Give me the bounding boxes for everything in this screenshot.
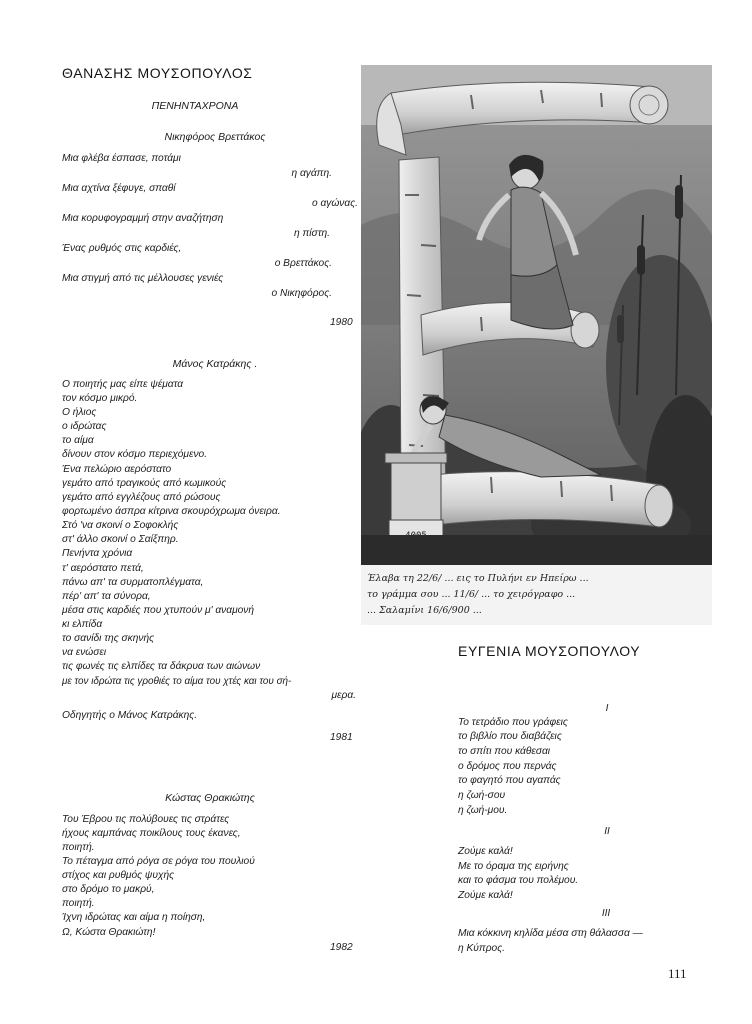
handwriting-line: το γράμμα σου ... 11/6/ ... το χειρόγραφο ... — [367, 589, 576, 600]
section-numeral: III — [601, 908, 611, 919]
poem-line: μερα. — [331, 690, 356, 701]
poem-line: πέρ' απ' τα σύνορα, — [62, 591, 151, 602]
section-numeral: I — [605, 703, 609, 714]
poem-line: Μια κορυφογραμμή στην αναζήτηση — [62, 213, 224, 224]
poem-line: το αίμα — [62, 435, 94, 446]
poem-line: Ω, Κώστα Θρακιώτη! — [62, 927, 156, 938]
poem-line: το φαγητό που αγαπάς — [458, 775, 561, 786]
poem-line: Του Έβρου τις πολύβουες τις στράτες — [62, 814, 230, 825]
author-heading-left: ΘΑΝΑΣΗΣ ΜΟΥΣΟΠΟΥΛΟΣ — [62, 65, 253, 81]
poem-line: τον κόσμο μικρό. — [62, 393, 138, 404]
poem-title: ΠΕΝΗΝΤΑΧΡΟΝΑ — [151, 100, 239, 112]
poem-line: πάνω απ' τα συρματοπλέγματα, — [62, 577, 204, 588]
poem-line: Ο ποιητής μας είπε ψέματα — [62, 379, 184, 390]
poem-line: τις φωνές τις ελπίδες τα δάκρυα των αιώνων — [62, 661, 261, 672]
poem-line: Στό 'να σκοινί ο Σοφοκλής — [62, 520, 179, 531]
poem-line: Μια κόκκινη κηλίδα μέσα στη θάλασσα — — [458, 928, 643, 939]
poem-line: Μια στιγμή από τις μέλλουσες γενιές — [62, 273, 224, 284]
poem-line: η αγάπη. — [291, 168, 332, 179]
poem-line: Ζούμε καλά! — [458, 890, 513, 901]
poem-line: ο ιδρώτας — [62, 421, 107, 432]
poem-line: Ζούμε καλά! — [458, 846, 513, 857]
poem-line: Το τετράδιο που γράφεις — [458, 717, 568, 728]
poem-line: η ζωή-μου. — [458, 805, 508, 816]
poem-line: κι ελπίδα — [62, 619, 103, 630]
poem-line: ο αγώνας. — [311, 198, 358, 209]
poem-line: γεμάτο από εγγλέζους από ρώσους — [62, 492, 221, 503]
poem-line: Ένα πελώριο αερόστατο — [62, 464, 172, 475]
poem-line: ποιητή. — [62, 842, 95, 853]
poem-line: το βιβλίο που διαβάζεις — [458, 731, 562, 742]
poem-line: τ' αερόστατο πετά, — [62, 563, 144, 574]
page-number: 111 — [668, 966, 687, 981]
poem-line: Ένας ρυθμός στις καρδιές, — [62, 243, 182, 254]
poem-line: η ζωή-σου — [458, 790, 506, 801]
poem-line: η Κύπρος. — [458, 943, 505, 954]
poem-line: γεμάτο από τραγικούς από κωμικούς — [62, 478, 227, 489]
section-numeral: II — [604, 826, 610, 837]
handwriting-line: ... Σαλαμίνι 16/6/900 ... — [367, 605, 482, 616]
poem-line: ο Βρεττάκος. — [274, 258, 332, 269]
poem-line: ο δρόμος που περνάς — [458, 761, 557, 772]
poem-line: ο Νικηφόρος. — [271, 288, 332, 299]
postcard-illustration — [361, 65, 712, 625]
dedicatee-vrettakos: Νικηφόρος Βρεττάκος — [164, 131, 266, 143]
poem-line: Ίχνη ιδρώτας και αίμα η ποίηση, — [62, 912, 206, 923]
poem-line: Το πέταγμα από ρόγα σε ρόγα του πουλιού — [62, 856, 255, 867]
poem-line: Μια φλέβα έσπασε, ποτάμι — [62, 153, 181, 164]
poem-line: το σπίτι που κάθεσαι — [458, 746, 551, 757]
poem-line: ποιητή. — [62, 898, 95, 909]
poem-line: Πενήντα χρόνια — [62, 548, 133, 559]
poem-line: φορτωμένο άσπρα κίτρινα σκουρόχρωμα όνειρα. — [62, 506, 281, 517]
poem-line: η πίστη. — [293, 228, 330, 239]
poem-line: στίχος και ρυθμός ψυχής — [62, 870, 175, 881]
poem-line: Με το όραμα της ειρήνης — [458, 861, 569, 872]
author-heading-right: ΕΥΓΕΝΙΑ ΜΟΥΣΟΠΟΥΛΟΥ — [458, 643, 641, 659]
poem-line: Μια αχτίνα ξέφυγε, σπαθί — [62, 183, 176, 194]
poem-line: δίνουν στον κόσμο περιεχόμενο. — [62, 449, 208, 460]
poem-line: Οδηγητής ο Μάνος Κατράκης. — [62, 710, 198, 721]
poem-year: 1982 — [330, 942, 353, 953]
poem-line: το σανίδι της σκηνής — [62, 633, 155, 644]
poem-year: 1980 — [330, 317, 353, 328]
poem-line: και το φάσμα του πολέμου. — [458, 875, 579, 886]
poem-line: με τον ιδρώτα τις γροθιές το αίμα του χτές και του σή- — [62, 676, 292, 687]
poem-year: 1981 — [330, 732, 353, 743]
poem-line: να ενώσει — [62, 647, 107, 658]
dedicatee-katrakis: Μάνος Κατράκης . — [172, 358, 258, 370]
poem-line: στο δρόμο το μακρύ, — [62, 884, 155, 895]
poem-line: μέσα στις καρδιές που χτυπούν μ' αναμονή — [62, 605, 255, 616]
poem-line: στ' άλλο σκοινί ο Σαίξπηρ. — [62, 534, 179, 545]
poem-line: Ο ήλιος — [62, 407, 97, 418]
handwriting-line: Έλαβα τη 22/6/ ... εις το Πυλήνι εν Ηπείρω ... — [367, 573, 589, 584]
poem-line: ήχους καμπάνας ποικίλους τους έκανες, — [62, 828, 241, 839]
dedicatee-thrakiotis: Κώστας Θρακιώτης — [165, 792, 255, 804]
postcard-drawing — [361, 65, 712, 625]
